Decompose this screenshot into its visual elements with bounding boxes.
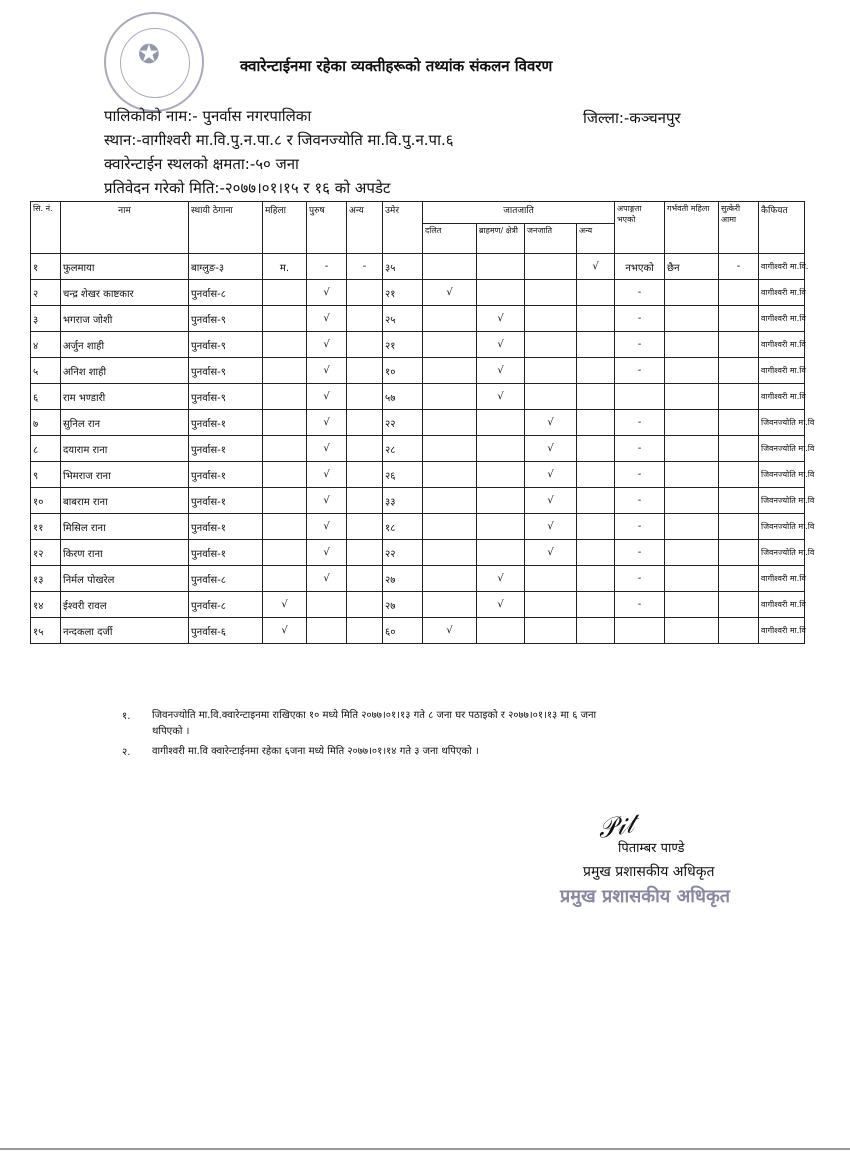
cell-remarks: वागीश्वरी मा.वि bbox=[759, 332, 805, 358]
cell-dalit bbox=[423, 488, 477, 514]
cell-brahmin bbox=[477, 618, 525, 644]
cell-janajati: √ bbox=[525, 436, 577, 462]
page-edge-divider bbox=[0, 1148, 850, 1150]
cell-lactating bbox=[719, 436, 759, 462]
cell-caste-other bbox=[577, 436, 615, 462]
cell-janajati: √ bbox=[525, 410, 577, 436]
cell-janajati bbox=[525, 254, 577, 280]
cell-male: √ bbox=[307, 332, 347, 358]
footnote-number: १. bbox=[122, 711, 131, 722]
cell-dalit bbox=[423, 410, 477, 436]
cell-name: भगराज जोशी bbox=[61, 306, 189, 332]
cell-disability bbox=[615, 384, 665, 410]
cell-sn: ५ bbox=[31, 358, 61, 384]
cell-janajati bbox=[525, 358, 577, 384]
cell-age: २५ bbox=[383, 306, 423, 332]
cell-other bbox=[347, 462, 383, 488]
table-row bbox=[31, 358, 805, 384]
cell-disability: - bbox=[615, 540, 665, 566]
cell-caste-other bbox=[577, 358, 615, 384]
cell-name: अनिश शाही bbox=[61, 358, 189, 384]
document-title: क्वारेन्टाईनमा रहेका व्यक्तीहरूको तथ्यांक संकलन विवरण bbox=[240, 57, 553, 75]
designation-stamp: प्रमुख प्रशासकीय अधिकृत bbox=[560, 886, 731, 907]
cell-lactating bbox=[719, 514, 759, 540]
cell-address: पुनर्वास-८ bbox=[189, 566, 263, 592]
cell-age: २७ bbox=[383, 566, 423, 592]
cell-brahmin: √ bbox=[477, 332, 525, 358]
cell-male: √ bbox=[307, 566, 347, 592]
cell-pregnant bbox=[665, 436, 719, 462]
cell-name: अर्जुन शाही bbox=[61, 332, 189, 358]
cell-brahmin: √ bbox=[477, 306, 525, 332]
cell-female: √ bbox=[263, 592, 307, 618]
cell-address: पुनर्वास-१ bbox=[189, 410, 263, 436]
cell-age: २७ bbox=[383, 592, 423, 618]
cell-janajati: √ bbox=[525, 462, 577, 488]
cell-dalit bbox=[423, 358, 477, 384]
cell-dalit bbox=[423, 254, 477, 280]
cell-disability: - bbox=[615, 410, 665, 436]
cell-sn: ४ bbox=[31, 332, 61, 358]
col-header-dalit: दलित bbox=[423, 224, 477, 254]
cell-sn: ३ bbox=[31, 306, 61, 332]
cell-other bbox=[347, 618, 383, 644]
cell-dalit: √ bbox=[423, 280, 477, 306]
cell-sn: १४ bbox=[31, 592, 61, 618]
cell-remarks: वागीश्वरी मा.वि bbox=[759, 358, 805, 384]
cell-brahmin bbox=[477, 488, 525, 514]
cell-female bbox=[263, 358, 307, 384]
cell-pregnant bbox=[665, 462, 719, 488]
cell-janajati bbox=[525, 332, 577, 358]
cell-dalit bbox=[423, 306, 477, 332]
cell-lactating bbox=[719, 488, 759, 514]
cell-dalit bbox=[423, 540, 477, 566]
cell-male: √ bbox=[307, 436, 347, 462]
cell-name: किरण राना bbox=[61, 540, 189, 566]
cell-caste-other bbox=[577, 566, 615, 592]
cell-age: २६ bbox=[383, 462, 423, 488]
cell-dalit bbox=[423, 514, 477, 540]
cell-remarks: जिवनज्योति मा.वि bbox=[759, 436, 805, 462]
cell-name: मिसिल राना bbox=[61, 514, 189, 540]
cell-sn: १३ bbox=[31, 566, 61, 592]
cell-disability: - bbox=[615, 358, 665, 384]
table-row bbox=[31, 436, 805, 462]
cell-brahmin: √ bbox=[477, 566, 525, 592]
cell-female bbox=[263, 410, 307, 436]
cell-male: √ bbox=[307, 384, 347, 410]
cell-dalit bbox=[423, 592, 477, 618]
cell-lactating bbox=[719, 332, 759, 358]
cell-female bbox=[263, 488, 307, 514]
cell-pregnant: छैन bbox=[665, 254, 719, 280]
cell-lactating bbox=[719, 566, 759, 592]
cell-address: पुनर्वास-१ bbox=[189, 540, 263, 566]
cell-lactating bbox=[719, 410, 759, 436]
cell-dalit bbox=[423, 436, 477, 462]
cell-name: फुलमाया bbox=[61, 254, 189, 280]
cell-male: √ bbox=[307, 488, 347, 514]
cell-lactating bbox=[719, 280, 759, 306]
cell-female: √ bbox=[263, 618, 307, 644]
cell-other bbox=[347, 306, 383, 332]
cell-lactating bbox=[719, 384, 759, 410]
cell-age: २१ bbox=[383, 332, 423, 358]
footnote-text: वागीश्वरी मा.वि क्वारेन्टाईनमा रहेका ६जना मध्ये मिति २०७७।०१।१४ गते ३ जना थपिएको । bbox=[152, 746, 479, 757]
cell-age: २१ bbox=[383, 280, 423, 306]
cell-pregnant bbox=[665, 410, 719, 436]
cell-name: राम भण्डारी bbox=[61, 384, 189, 410]
cell-other bbox=[347, 358, 383, 384]
cell-disability bbox=[615, 618, 665, 644]
cell-other bbox=[347, 566, 383, 592]
cell-age: ६० bbox=[383, 618, 423, 644]
cell-address: पुनर्वास-९ bbox=[189, 384, 263, 410]
cell-name: ईश्वरी रावल bbox=[61, 592, 189, 618]
cell-caste-other bbox=[577, 540, 615, 566]
cell-sn: २ bbox=[31, 280, 61, 306]
cell-pregnant bbox=[665, 332, 719, 358]
table-row bbox=[31, 592, 805, 618]
cell-other bbox=[347, 410, 383, 436]
cell-lactating bbox=[719, 306, 759, 332]
table-row bbox=[31, 462, 805, 488]
cell-remarks: वागीश्वरी मा.वि bbox=[759, 592, 805, 618]
cell-name: भिमराज राना bbox=[61, 462, 189, 488]
col-header-male: पुरुष bbox=[307, 202, 347, 254]
table-row bbox=[31, 332, 805, 358]
cell-age: २८ bbox=[383, 436, 423, 462]
cell-other bbox=[347, 384, 383, 410]
cell-sn: १५ bbox=[31, 618, 61, 644]
cell-dalit bbox=[423, 384, 477, 410]
cell-male: √ bbox=[307, 410, 347, 436]
cell-address: पुनर्वास-९ bbox=[189, 306, 263, 332]
cell-sn: ७ bbox=[31, 410, 61, 436]
cell-caste-other bbox=[577, 332, 615, 358]
col-header-age: उमेर bbox=[383, 202, 423, 254]
col-header-sn: सि. नं. bbox=[31, 202, 61, 254]
cell-remarks: वागीश्वरी मा.वि bbox=[759, 280, 805, 306]
cell-pregnant bbox=[665, 280, 719, 306]
signatory-name: पिताम्बर पाण्डे bbox=[618, 841, 685, 856]
cell-disability: - bbox=[615, 592, 665, 618]
cell-female bbox=[263, 514, 307, 540]
cell-female bbox=[263, 280, 307, 306]
report-date: प्रतिवेदन गरेको मिति:-२०७७।०१।१५ र १६ को अपडेट bbox=[104, 179, 391, 197]
cell-caste-other bbox=[577, 384, 615, 410]
col-header-female: महिला bbox=[263, 202, 307, 254]
cell-disability: नभएको bbox=[615, 254, 665, 280]
cell-pregnant bbox=[665, 592, 719, 618]
col-header-pregnant: गर्भवती महिला bbox=[665, 202, 719, 254]
cell-remarks: जिवनज्योति मा.वि bbox=[759, 514, 805, 540]
cell-dalit: √ bbox=[423, 618, 477, 644]
cell-male: √ bbox=[307, 514, 347, 540]
cell-sn: ६ bbox=[31, 384, 61, 410]
cell-other bbox=[347, 436, 383, 462]
cell-female: म. bbox=[263, 254, 307, 280]
cell-male: - bbox=[307, 254, 347, 280]
cell-lactating bbox=[719, 462, 759, 488]
table-row bbox=[31, 514, 805, 540]
cell-address: पुनर्वास-८ bbox=[189, 592, 263, 618]
cell-lactating bbox=[719, 540, 759, 566]
cell-brahmin bbox=[477, 514, 525, 540]
cell-caste-other bbox=[577, 514, 615, 540]
cell-caste-other bbox=[577, 618, 615, 644]
cell-caste-other: √ bbox=[577, 254, 615, 280]
cell-sn: १० bbox=[31, 488, 61, 514]
cell-caste-other bbox=[577, 306, 615, 332]
cell-brahmin bbox=[477, 254, 525, 280]
municipality-name: पालिकोको नाम:- पुनर्वास नगरपालिका bbox=[104, 107, 312, 125]
cell-female bbox=[263, 540, 307, 566]
cell-male: √ bbox=[307, 306, 347, 332]
cell-pregnant bbox=[665, 566, 719, 592]
cell-caste-other bbox=[577, 592, 615, 618]
cell-janajati bbox=[525, 618, 577, 644]
cell-sn: १ bbox=[31, 254, 61, 280]
cell-other bbox=[347, 280, 383, 306]
cell-janajati bbox=[525, 592, 577, 618]
cell-other bbox=[347, 540, 383, 566]
cell-age: १८ bbox=[383, 514, 423, 540]
cell-brahmin bbox=[477, 280, 525, 306]
cell-pregnant bbox=[665, 618, 719, 644]
cell-lactating bbox=[719, 618, 759, 644]
cell-address: बाग्लुङ-३ bbox=[189, 254, 263, 280]
cell-name: बाबराम राना bbox=[61, 488, 189, 514]
handwritten-signature: 𝒫𝒾𝓉 bbox=[595, 809, 637, 845]
cell-brahmin bbox=[477, 410, 525, 436]
cell-age: ५७ bbox=[383, 384, 423, 410]
col-header-brahmin: ब्राहमण/ क्षेत्री bbox=[477, 224, 525, 254]
cell-age: ३५ bbox=[383, 254, 423, 280]
cell-other bbox=[347, 488, 383, 514]
cell-sn: १२ bbox=[31, 540, 61, 566]
cell-disability: - bbox=[615, 514, 665, 540]
cell-age: २२ bbox=[383, 540, 423, 566]
signatory-designation: प्रमुख प्रशासकीय अधिकृत bbox=[583, 864, 715, 880]
footnote-item bbox=[122, 708, 742, 740]
footnotes bbox=[122, 708, 742, 764]
cell-pregnant bbox=[665, 384, 719, 410]
cell-address: पुनर्वास-८ bbox=[189, 280, 263, 306]
cell-brahmin bbox=[477, 462, 525, 488]
cell-brahmin: √ bbox=[477, 384, 525, 410]
cell-name: चन्द्र शेखर काष्टकार bbox=[61, 280, 189, 306]
cell-address: पुनर्वास-९ bbox=[189, 358, 263, 384]
cell-sn: ८ bbox=[31, 436, 61, 462]
table-row bbox=[31, 410, 805, 436]
cell-janajati: √ bbox=[525, 488, 577, 514]
cell-male bbox=[307, 618, 347, 644]
cell-address: पुनर्वास-९ bbox=[189, 332, 263, 358]
cell-lactating bbox=[719, 592, 759, 618]
col-header-disability: अपाङ्गता भएको bbox=[615, 202, 665, 254]
cell-dalit bbox=[423, 462, 477, 488]
table-row bbox=[31, 306, 805, 332]
municipality-seal bbox=[104, 12, 204, 112]
quarantine-data-table bbox=[30, 201, 815, 644]
cell-address: पुनर्वास-१ bbox=[189, 436, 263, 462]
cell-pregnant bbox=[665, 514, 719, 540]
cell-female bbox=[263, 384, 307, 410]
cell-remarks: जिवनज्योति मा.वि bbox=[759, 410, 805, 436]
cell-disability: - bbox=[615, 280, 665, 306]
cell-disability: - bbox=[615, 566, 665, 592]
cell-remarks: जिवनज्योति मा.वि bbox=[759, 488, 805, 514]
cell-male: √ bbox=[307, 462, 347, 488]
table-row bbox=[31, 540, 805, 566]
cell-remarks: वागीश्वरी मा.वि. bbox=[759, 254, 805, 280]
cell-pregnant bbox=[665, 540, 719, 566]
cell-brahmin: √ bbox=[477, 358, 525, 384]
cell-other bbox=[347, 332, 383, 358]
cell-caste-other bbox=[577, 280, 615, 306]
cell-brahmin bbox=[477, 540, 525, 566]
cell-caste-other bbox=[577, 410, 615, 436]
cell-lactating bbox=[719, 358, 759, 384]
cell-address: पुनर्वास-१ bbox=[189, 488, 263, 514]
cell-age: १० bbox=[383, 358, 423, 384]
cell-disability: - bbox=[615, 306, 665, 332]
col-header-caste-other: अन्य bbox=[577, 224, 615, 254]
cell-remarks: वागीश्वरी मा.वि bbox=[759, 306, 805, 332]
cell-age: २२ bbox=[383, 410, 423, 436]
cell-sn: ११ bbox=[31, 514, 61, 540]
cell-janajati bbox=[525, 280, 577, 306]
table-row bbox=[31, 488, 805, 514]
cell-lactating: - bbox=[719, 254, 759, 280]
col-header-name: नाम bbox=[61, 202, 189, 254]
cell-janajati bbox=[525, 566, 577, 592]
cell-other: - bbox=[347, 254, 383, 280]
cell-janajati bbox=[525, 384, 577, 410]
cell-janajati bbox=[525, 306, 577, 332]
cell-age: ३३ bbox=[383, 488, 423, 514]
cell-address: पुनर्वास-६ bbox=[189, 618, 263, 644]
cell-name: दयाराम राना bbox=[61, 436, 189, 462]
cell-sn: ९ bbox=[31, 462, 61, 488]
col-header-remarks: कैफियत bbox=[759, 202, 805, 254]
table-body bbox=[31, 254, 815, 644]
cell-male bbox=[307, 592, 347, 618]
cell-disability: - bbox=[615, 488, 665, 514]
cell-remarks: वागीश्वरी मा.वि bbox=[759, 618, 805, 644]
cell-janajati: √ bbox=[525, 514, 577, 540]
cell-dalit bbox=[423, 332, 477, 358]
cell-caste-other bbox=[577, 462, 615, 488]
cell-disability: - bbox=[615, 462, 665, 488]
cell-pregnant bbox=[665, 488, 719, 514]
cell-name: सुनिल रान bbox=[61, 410, 189, 436]
district-name: जिल्ला:-कञ्चनपुर bbox=[583, 109, 681, 127]
cell-pregnant bbox=[665, 306, 719, 332]
cell-address: पुनर्वास-१ bbox=[189, 514, 263, 540]
cell-remarks: वागीश्वरी मा.वि bbox=[759, 566, 805, 592]
cell-name: नन्दकला दर्जी bbox=[61, 618, 189, 644]
cell-pregnant bbox=[665, 358, 719, 384]
cell-male: √ bbox=[307, 540, 347, 566]
footnote-item bbox=[122, 744, 742, 760]
cell-dalit bbox=[423, 566, 477, 592]
cell-janajati: √ bbox=[525, 540, 577, 566]
cell-disability: - bbox=[615, 436, 665, 462]
footnote-text: जिवनज्योति मा.वि.क्वारेन्टाइनमा राखिएका १० मध्ये मिति २०७७।०१।१३ गते ८ जना घर पठाइको र २०७७।०१।१३ मा ६ जना थपिएको । bbox=[152, 710, 597, 737]
cell-name: निर्मल पोखरेल bbox=[61, 566, 189, 592]
table-row bbox=[31, 280, 805, 306]
col-header-caste: जातजाति bbox=[423, 202, 615, 224]
footnote-number: २. bbox=[122, 747, 131, 758]
cell-female bbox=[263, 306, 307, 332]
table-row bbox=[31, 254, 805, 280]
seal-emblem-icon: ✪ bbox=[138, 40, 160, 70]
cell-female bbox=[263, 462, 307, 488]
col-header-other: अन्य bbox=[347, 202, 383, 254]
cell-brahmin bbox=[477, 436, 525, 462]
cell-female bbox=[263, 332, 307, 358]
cell-male: √ bbox=[307, 280, 347, 306]
cell-female bbox=[263, 566, 307, 592]
table-row bbox=[31, 618, 805, 644]
quarantine-capacity: क्वारेन्टाईन स्थलको क्षमता:-५० जना bbox=[104, 155, 299, 173]
cell-male: √ bbox=[307, 358, 347, 384]
cell-female bbox=[263, 436, 307, 462]
cell-disability: - bbox=[615, 332, 665, 358]
cell-remarks: जिवनज्योति मा.वि bbox=[759, 462, 805, 488]
cell-brahmin: √ bbox=[477, 592, 525, 618]
table-row bbox=[31, 384, 805, 410]
col-header-lactating: सुत्केरी आमा bbox=[719, 202, 759, 254]
cell-caste-other bbox=[577, 488, 615, 514]
cell-remarks: जिवनज्योति मा.वि bbox=[759, 540, 805, 566]
col-header-address: स्थायी ठेगाना bbox=[189, 202, 263, 254]
table-row bbox=[31, 566, 805, 592]
col-header-janajati: जनजाति bbox=[525, 224, 577, 254]
quarantine-location: स्थान:-वागीश्वरी मा.वि.पु.न.पा.८ र जिवनज्योति मा.वि.पु.न.पा.६ bbox=[104, 131, 454, 149]
cell-remarks: वागीश्वरी मा.वि bbox=[759, 384, 805, 410]
cell-other bbox=[347, 514, 383, 540]
cell-other bbox=[347, 592, 383, 618]
cell-address: पुनर्वास-१ bbox=[189, 462, 263, 488]
